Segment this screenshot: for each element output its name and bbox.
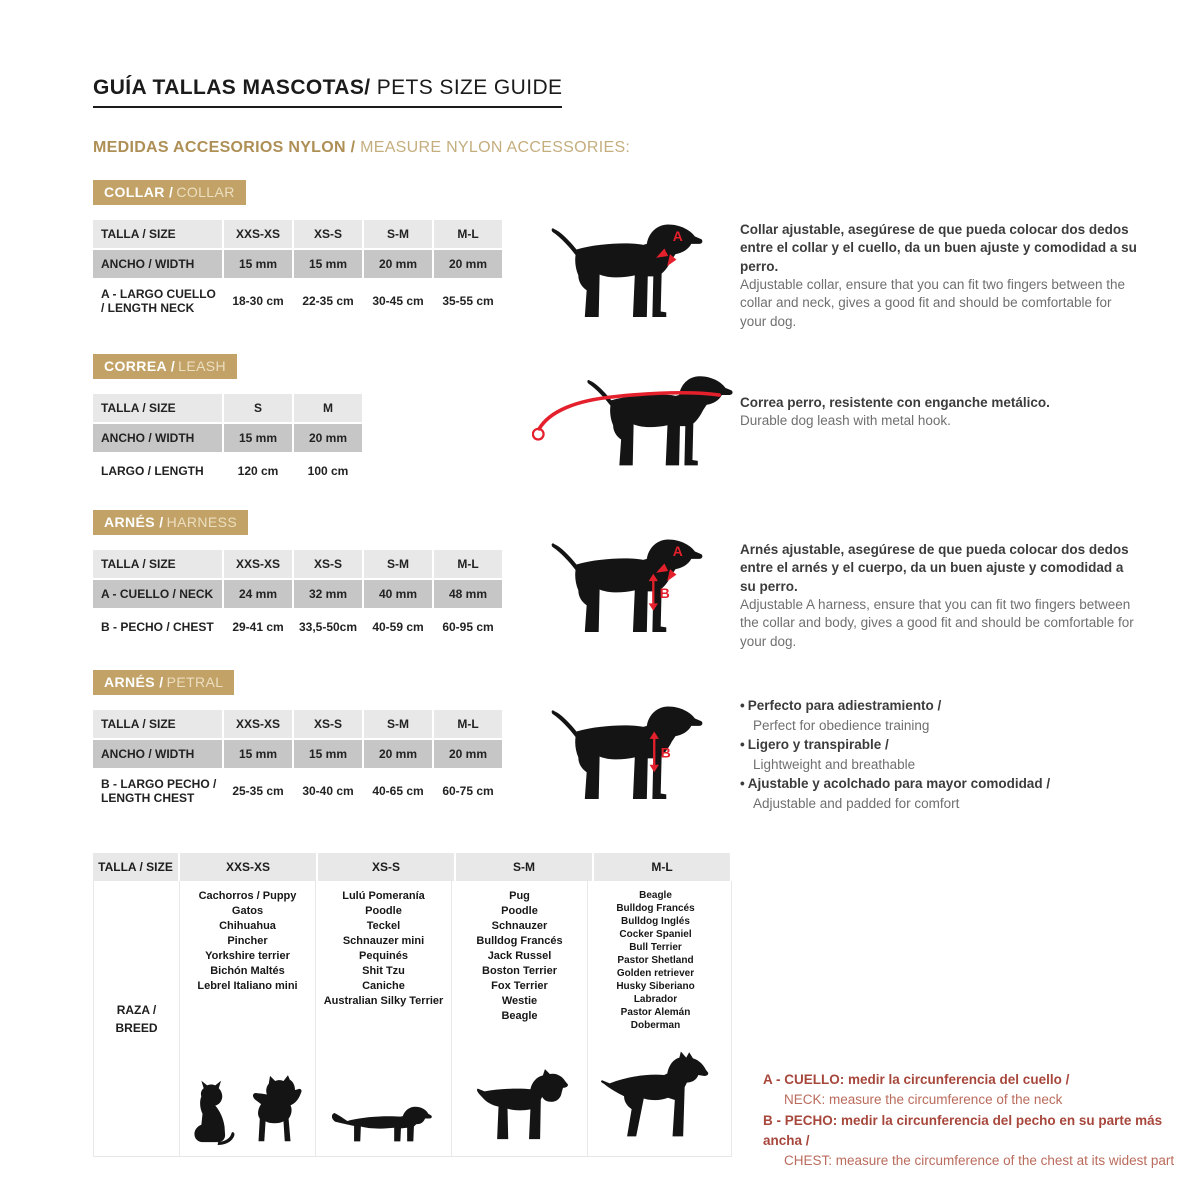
silhouette-cell bbox=[180, 1068, 315, 1156]
breed-item: Chihuahua bbox=[219, 920, 276, 932]
dog-collar-diagram-icon bbox=[545, 218, 707, 324]
cell: 30-45 cm bbox=[364, 280, 432, 322]
badge-es: CORREA / bbox=[104, 358, 176, 374]
annotation-a: A bbox=[672, 543, 683, 560]
cell: XS-S bbox=[294, 220, 362, 248]
cell: XXS-XS bbox=[224, 710, 292, 738]
feature-es bbox=[740, 735, 1150, 755]
table-row bbox=[93, 424, 362, 452]
breed-list bbox=[588, 881, 723, 1032]
petral-section-badge bbox=[93, 670, 234, 695]
cell: TALLA / SIZE bbox=[93, 550, 222, 578]
breed-list bbox=[452, 881, 587, 1024]
breed-item: Shit Tzu bbox=[362, 965, 405, 977]
header-cell: M-L bbox=[594, 853, 730, 881]
page-title-es: GUÍA TALLAS MASCOTAS/ bbox=[93, 76, 371, 99]
breed-item: Labrador bbox=[633, 994, 678, 1005]
cell: M bbox=[294, 394, 362, 422]
feature-es bbox=[740, 774, 1150, 794]
cell: ANCHO / WIDTH bbox=[93, 740, 222, 768]
harness-description bbox=[740, 541, 1140, 651]
harness-desc-en: Adjustable A harness, ensure that you can fit two fingers between the collar and body, gives a good fit and should be comfortable for your dog. bbox=[740, 597, 1134, 649]
table-row bbox=[93, 454, 362, 488]
breed-item: Poodle bbox=[365, 905, 402, 917]
cell: 30-40 cm bbox=[294, 770, 362, 812]
table-row bbox=[93, 710, 502, 738]
breed-item: Beagle bbox=[639, 890, 672, 901]
breed-item: Husky Siberiano bbox=[616, 981, 695, 992]
breed-item: Bichón Maltés bbox=[210, 965, 285, 977]
breed-item: Bulldog Francés bbox=[616, 903, 695, 914]
feature-text: Ajustable y acolchado para mayor comodidad / bbox=[747, 776, 1051, 792]
silhouette-cell bbox=[588, 1044, 723, 1156]
breed-table-body bbox=[93, 881, 732, 1157]
breed-item: Fox Terrier bbox=[491, 980, 548, 992]
feature-es bbox=[740, 696, 1150, 716]
cell: 60-95 cm bbox=[434, 610, 502, 644]
header-cell: XS-S bbox=[318, 853, 454, 881]
page-title-en: PETS SIZE GUIDE bbox=[370, 76, 563, 99]
cell: M-L bbox=[434, 710, 502, 738]
breed-item: Jack Russel bbox=[487, 950, 552, 962]
cell: 48 mm bbox=[434, 580, 502, 608]
dog-harness-diagram-icon bbox=[545, 533, 707, 639]
cell: M-L bbox=[434, 550, 502, 578]
cell: ANCHO / WIDTH bbox=[93, 250, 222, 278]
cell: 25-35 cm bbox=[224, 770, 292, 812]
breed-item: Doberman bbox=[630, 1020, 681, 1031]
badge-es: COLLAR / bbox=[104, 184, 174, 200]
badge-en: COLLAR bbox=[176, 184, 235, 200]
cell: 20 mm bbox=[294, 424, 362, 452]
collar-description bbox=[740, 221, 1140, 331]
bullet-dot: • bbox=[740, 737, 745, 753]
subtitle-en: MEASURE NYLON ACCESSORIES: bbox=[360, 139, 631, 156]
harness-table bbox=[91, 548, 504, 646]
header-cell: S-M bbox=[456, 853, 592, 881]
cell: A - CUELLO / NECK bbox=[93, 580, 222, 608]
cell: 15 mm bbox=[224, 424, 292, 452]
cell: 33,5-50cm bbox=[294, 610, 362, 644]
table-row bbox=[93, 740, 502, 768]
breed-label: BREED bbox=[115, 1020, 158, 1035]
silhouette-cell bbox=[316, 1086, 451, 1156]
leash-desc-en: Durable dog leash with metal hook. bbox=[740, 413, 951, 429]
cell: TALLA / SIZE bbox=[93, 220, 222, 248]
cell: 20 mm bbox=[364, 250, 432, 278]
cell: 120 cm bbox=[224, 454, 292, 488]
cell: 40-59 cm bbox=[364, 610, 432, 644]
note-b-es: B - PECHO: medir la circunferencia del pecho en su parte más ancha / bbox=[763, 1112, 1163, 1148]
collar-desc-es: Collar ajustable, asegúrese de que pueda colocar dos dedos entre el collar y el cuello, da un buen ajuste y comodidad a su perro. bbox=[740, 222, 1137, 274]
cell: 40-65 cm bbox=[364, 770, 432, 812]
breed-label-cell bbox=[94, 881, 179, 1156]
breed-item: Schnauzer mini bbox=[342, 935, 425, 947]
petral-table bbox=[91, 708, 504, 814]
badge-es: ARNÉS / bbox=[104, 514, 164, 530]
badge-en: HARNESS bbox=[166, 514, 238, 530]
cell: LARGO / LENGTH bbox=[93, 454, 222, 488]
note-b-en: CHEST: measure the circumference of the chest at its widest part bbox=[784, 1153, 1175, 1168]
cell: 18-30 cm bbox=[224, 280, 292, 322]
breed-col-xxs-xs bbox=[179, 881, 315, 1156]
cell: 24 mm bbox=[224, 580, 292, 608]
table-row bbox=[93, 550, 502, 578]
table-row bbox=[93, 580, 502, 608]
breed-item: Australian Silky Terrier bbox=[323, 995, 444, 1007]
dog-petral-diagram-icon bbox=[545, 700, 707, 806]
feature-text: Perfecto para adiestramiento / bbox=[747, 698, 942, 713]
breed-item: Poodle bbox=[501, 905, 538, 917]
doberman-silhouette-icon bbox=[593, 1050, 718, 1148]
cell: 15 mm bbox=[294, 250, 362, 278]
petral-features bbox=[740, 696, 1150, 813]
harness-section-badge bbox=[93, 510, 248, 535]
feature-en: Adjustable and padded for comfort bbox=[753, 795, 960, 811]
cell: 22-35 cm bbox=[294, 280, 362, 322]
leash-table bbox=[91, 392, 364, 490]
header-cell: XXS-XS bbox=[180, 853, 316, 881]
breed-item: Pastor Alemán bbox=[620, 1007, 691, 1018]
leash-description bbox=[740, 394, 1140, 431]
cell: XXS-XS bbox=[224, 220, 292, 248]
breed-item: Caniche bbox=[362, 980, 405, 992]
cell: XS-S bbox=[294, 710, 362, 738]
subtitle-es: MEDIDAS ACCESORIOS NYLON / bbox=[93, 139, 361, 156]
bullet-dot: • bbox=[740, 776, 745, 792]
cell: XS-S bbox=[294, 550, 362, 578]
breed-item: Lebrel Italiano mini bbox=[197, 980, 298, 992]
note-a-es: A - CUELLO: medir la circunferencia del cuello / bbox=[763, 1072, 1070, 1087]
breed-item: Pincher bbox=[227, 935, 268, 947]
breed-list bbox=[180, 881, 315, 994]
breed-item: Pug bbox=[509, 890, 530, 902]
breed-item: Golden retriever bbox=[616, 968, 695, 979]
annotation-b: B bbox=[660, 744, 671, 761]
feature-text: Ligero y transpirable / bbox=[747, 737, 889, 753]
table-row bbox=[93, 770, 502, 812]
feature-en: Lightweight and breathable bbox=[753, 756, 916, 772]
table-row bbox=[93, 250, 502, 278]
annotation-a: A bbox=[672, 228, 683, 245]
breed-item: Gatos bbox=[231, 905, 264, 917]
breed-item: Boston Terrier bbox=[482, 965, 557, 977]
cell: B - PECHO / CHEST bbox=[93, 610, 222, 644]
breed-col-s-m bbox=[451, 881, 587, 1156]
feature-en: Perfect for obedience training bbox=[753, 717, 930, 733]
bullet-dot: • bbox=[740, 698, 745, 713]
cell: 100 cm bbox=[294, 454, 362, 488]
breed-item: Westie bbox=[501, 995, 538, 1007]
breed-item: Beagle bbox=[501, 1010, 538, 1022]
annotation-b: B bbox=[659, 584, 670, 601]
leash-section-badge bbox=[93, 354, 237, 379]
table-row bbox=[93, 220, 502, 248]
cell: XXS-XS bbox=[224, 550, 292, 578]
cell: 40 mm bbox=[364, 580, 432, 608]
breed-table-header bbox=[93, 853, 732, 881]
page-subtitle bbox=[93, 139, 630, 157]
cell: 60-75 cm bbox=[434, 770, 502, 812]
badge-es: ARNÉS / bbox=[104, 674, 164, 690]
breed-item: Cachorros / Puppy bbox=[198, 890, 297, 902]
breed-item: Yorkshire terrier bbox=[205, 950, 290, 962]
leash-desc-es: Correa perro, resistente con enganche metálico. bbox=[740, 395, 1050, 410]
cell: TALLA / SIZE bbox=[93, 710, 222, 738]
breed-item: Bulldog Inglés bbox=[621, 916, 690, 927]
breed-item: Bulldog Francés bbox=[476, 935, 563, 947]
breed-item: Schnauzer bbox=[491, 920, 548, 932]
collar-desc-en: Adjustable collar, ensure that you can fit two fingers between the collar and neck, gives a good fit and should be comfortable for your dog. bbox=[740, 277, 1125, 329]
breed-item: Pastor Shetland bbox=[617, 955, 694, 966]
badge-en: PETRAL bbox=[166, 674, 224, 690]
harness-desc-es: Arnés ajustable, asegúrese de que pueda colocar dos dedos entre el arnés y el cuerpo, da un buen ajuste y comodidad a su perro. bbox=[740, 542, 1129, 594]
table-row bbox=[93, 394, 362, 422]
breed-item: Teckel bbox=[366, 920, 401, 932]
breed-item: Bull Terrier bbox=[629, 942, 682, 953]
cell: 29-41 cm bbox=[224, 610, 292, 644]
measurement-notes bbox=[763, 1070, 1200, 1171]
cell: A - LARGO CUELLO / LENGTH NECK bbox=[93, 280, 222, 322]
cell: 15 mm bbox=[224, 740, 292, 768]
raza-label: RAZA / bbox=[116, 1002, 157, 1017]
cell: 20 mm bbox=[434, 740, 502, 768]
cell: ANCHO / WIDTH bbox=[93, 424, 222, 452]
dachshund-silhouette-icon bbox=[330, 1092, 438, 1148]
badge-en: LEASH bbox=[178, 358, 227, 374]
collar-table bbox=[91, 218, 504, 324]
collar-section-badge bbox=[93, 180, 246, 205]
breed-item: Lulú Pomeranía bbox=[342, 890, 425, 902]
cell: S-M bbox=[364, 550, 432, 578]
header-cell: TALLA / SIZE bbox=[93, 853, 178, 881]
table-row bbox=[93, 280, 502, 322]
cell: M-L bbox=[434, 220, 502, 248]
breed-list bbox=[316, 881, 451, 1009]
breed-col-m-l bbox=[587, 881, 723, 1156]
cell: 15 mm bbox=[224, 250, 292, 278]
cell: 20 mm bbox=[434, 250, 502, 278]
breed-item: Pequinés bbox=[359, 950, 408, 962]
dog-leash-diagram-icon bbox=[532, 370, 737, 473]
table-row bbox=[93, 610, 502, 644]
chihuahua-silhouette-icon bbox=[247, 1074, 311, 1148]
breed-item: Cocker Spaniel bbox=[619, 929, 692, 940]
cell: S bbox=[224, 394, 292, 422]
breed-col-xs-s bbox=[315, 881, 451, 1156]
note-a-en: NECK: measure the circumference of the neck bbox=[784, 1092, 1063, 1108]
cell: S-M bbox=[364, 710, 432, 738]
cell: 15 mm bbox=[294, 740, 362, 768]
cell: 32 mm bbox=[294, 580, 362, 608]
cell: B - LARGO PECHO / LENGTH CHEST bbox=[93, 770, 222, 812]
cell: TALLA / SIZE bbox=[93, 394, 222, 422]
silhouette-cell bbox=[452, 1059, 587, 1156]
schnauzer-silhouette-icon bbox=[468, 1065, 572, 1148]
page-title bbox=[93, 76, 562, 108]
breed-table bbox=[93, 853, 732, 1157]
cell: 35-55 cm bbox=[434, 280, 502, 322]
cell: 20 mm bbox=[364, 740, 432, 768]
cat-silhouette-icon bbox=[184, 1079, 239, 1148]
cell: S-M bbox=[364, 220, 432, 248]
